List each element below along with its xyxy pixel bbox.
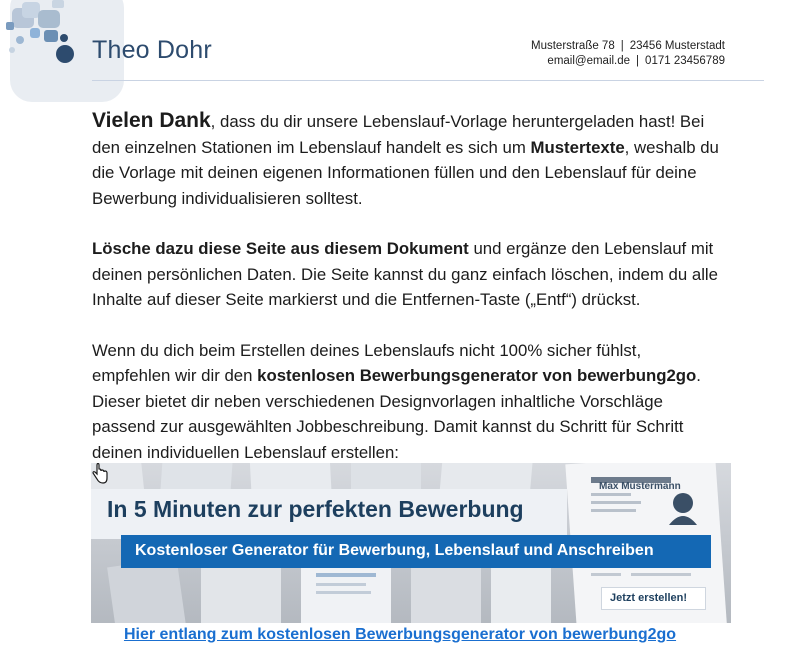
paragraph-text: und ergänze den Lebenslauf mit deinen persönlichen Daten. Die Seite kannst du ganz einfach löschen, indem du alle Inhalte auf dieser Seite markierst und die Entfernen-Taste („Entf“) drückst.	[92, 239, 718, 309]
contact-line	[531, 54, 725, 69]
email: email@email.de	[547, 55, 631, 67]
bold-phrase: kostenlosen Bewerbungsgenerator von bewerbung2go	[257, 366, 697, 385]
paragraph-text: . Dieser bietet dir neben verschiedenen Designvorlagen inhaltliche Vorschläge passend zur ausgewählten Jobbeschreibung. Damit kannst du Schritt für Schritt deinen individuellen Lebenslauf erstellen:	[92, 366, 701, 462]
address-line	[531, 39, 725, 54]
generator-banner[interactable]	[91, 463, 731, 623]
generator-link[interactable]: Hier entlang zum kostenlosen Bewerbungsgenerator von bewerbung2go	[123, 626, 677, 643]
paragraph-text: Wenn du dich beim Erstellen deines Lebenslaufs nicht 100% sicher fühlst, empfehlen wir dir den	[92, 340, 642, 385]
contact-block	[531, 39, 725, 69]
paragraph-thanks	[92, 108, 722, 211]
bold-phrase: Lösche dazu diese Seite aus diesem Dokument	[92, 239, 469, 258]
paragraph-text: , weshalb du die Vorlage mit deinen eigenen Informationen füllen und den Lebenslauf für deine Bewerbung individualisieren solltest.	[92, 137, 719, 208]
header-divider	[92, 80, 764, 81]
banner-title: In 5 Minuten zur perfekten Bewerbung	[107, 496, 524, 522]
resume-sample-name: Max Mustermann	[599, 481, 681, 492]
body-text	[92, 108, 722, 490]
applicant-name: Theo Dohr	[92, 36, 212, 64]
paragraph-text: , dass du dir unsere Lebenslauf-Vorlage heruntergeladen hast! Bei den einzelnen Stationen im Lebenslauf handelt es sich um	[92, 112, 705, 157]
paragraph-delete	[92, 236, 722, 313]
phone: 0171 23456789	[645, 55, 725, 67]
paragraph-generator	[92, 338, 722, 466]
lead-phrase: Vielen Dank	[92, 109, 211, 132]
create-now-button[interactable]: Jetzt erstellen!	[601, 587, 706, 610]
banner-subtitle: Kostenloser Generator für Bewerbung, Lebenslauf und Anschreiben	[135, 542, 654, 559]
city: 23456 Musterstadt	[629, 40, 725, 52]
street: Musterstraße 78	[531, 40, 615, 52]
separator: |	[620, 40, 624, 52]
hand-cursor-icon	[91, 463, 109, 485]
bold-phrase: Mustertexte	[530, 137, 625, 157]
separator: |	[636, 55, 640, 67]
